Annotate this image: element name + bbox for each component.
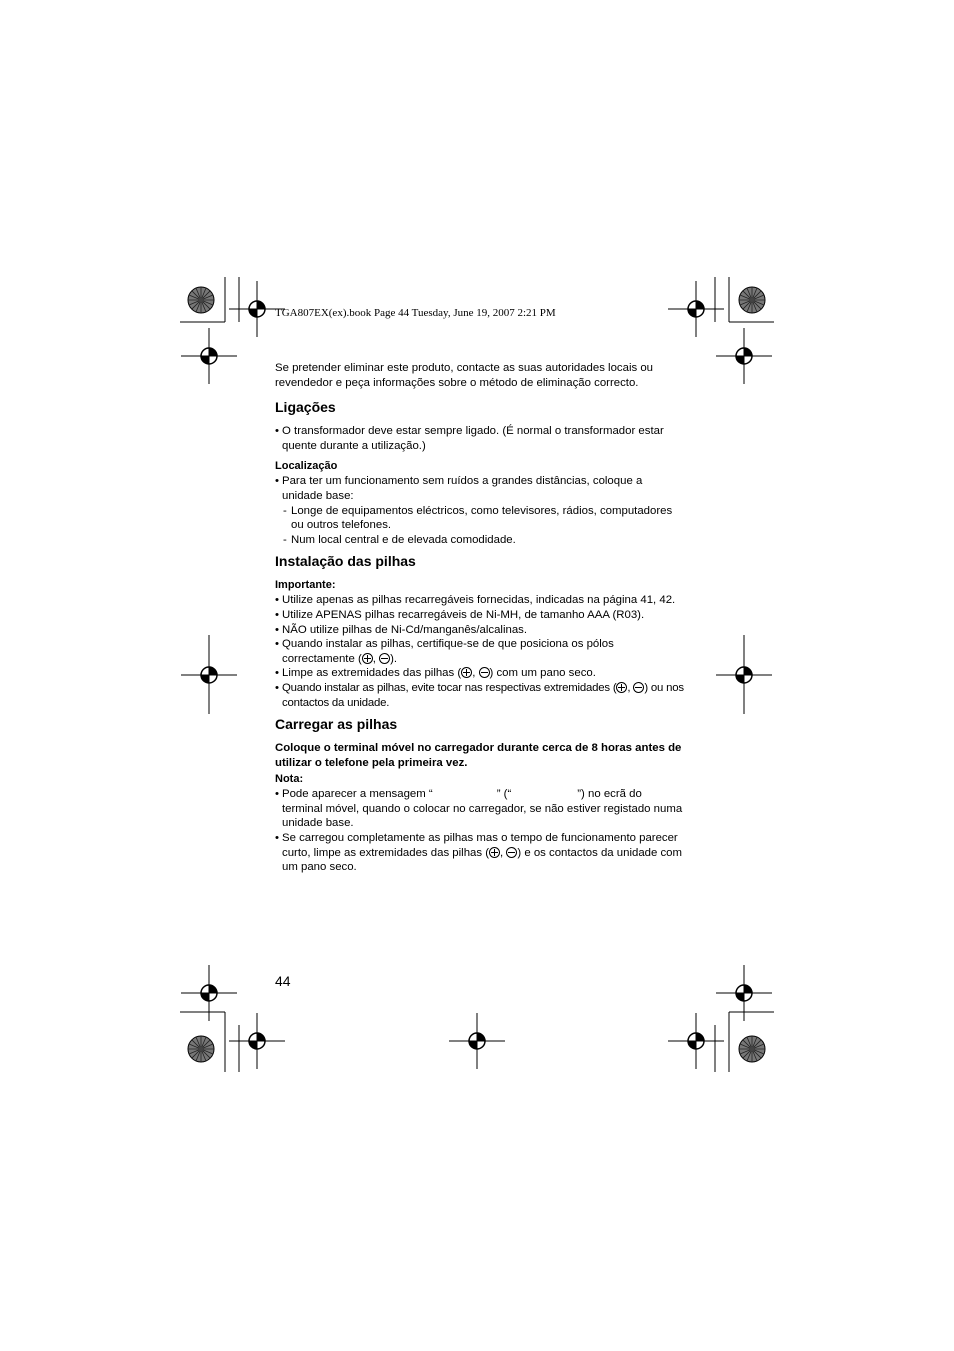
minus-circle-icon: [506, 847, 517, 858]
minus-circle-icon: [379, 653, 390, 664]
list-item: • Utilize APENAS pilhas recarregáveis de Ni-MH, de tamanho AAA (R03).: [275, 608, 645, 621]
list-item: - Num local central e de elevada comodidade.: [283, 533, 516, 546]
list-item: • Para ter um funcionamento sem ruídos a grandes distâncias, coloque a unidade base:: [275, 475, 643, 502]
page-number: 44: [275, 973, 291, 989]
minus-circle-icon: [479, 667, 490, 678]
page-content: [275, 361, 685, 875]
list-item: • Se carregou completamente as pilhas mas o tempo de funcionamento parecer curto, limpe as extremidades das pilhas ( , ) e os contactos da unidade com um pano seco.: [275, 832, 683, 874]
list-item: • O transformador deve estar sempre ligado. (É normal o transformador estar quente durante a utilização.): [275, 425, 664, 452]
list-item: • Quando instalar as pilhas, evite tocar nas respectivas extremidades ( , ) ou nos contactos da unidade.: [275, 681, 684, 709]
localizacao-list: [275, 474, 685, 503]
importante-list: [275, 593, 685, 710]
intro-paragraph: Se pretender eliminar este produto, contacte as suas autoridades locais ou revendedor e peça informações sobre o método de eliminação correcto.: [275, 362, 654, 389]
section-title-carregar: Carregar as pilhas: [275, 716, 398, 733]
list-item: • NÃO utilize pilhas de Ni-Cd/manganês/alcalinas.: [275, 623, 528, 636]
plus-circle-icon: [489, 847, 500, 858]
ligacoes-list: [275, 424, 685, 453]
list-item: • Quando instalar as pilhas, certifique-se de que posiciona os pólos correctamente ( , ).: [275, 638, 614, 665]
localizacao-sublist: [275, 504, 685, 548]
list-item: • Limpe as extremidades das pilhas ( , ) com um pano seco.: [275, 667, 596, 680]
subsection-title-localizacao: Localização: [275, 460, 338, 473]
list-item: • Utilize apenas as pilhas recarregáveis fornecidas, indicadas na página 41, 42.: [275, 594, 676, 607]
subsection-title-importante: Importante:: [275, 579, 336, 592]
list-item: • Pode aparecer a mensagem “ ” (“ ”) no ecrã do terminal móvel, quando o colocar no carregador, se não estiver registado numa unidade base.: [275, 788, 683, 830]
subsection-title-nota: Nota:: [275, 773, 304, 786]
minus-circle-icon: [633, 682, 644, 693]
section-title-ligacoes: Ligações: [275, 399, 336, 416]
page-header: TGA807EX(ex).book Page 44 Tuesday, June 19, 2007 2:21 PM: [275, 307, 556, 319]
list-item: - Longe de equipamentos eléctricos, como televisores, rádios, computadores ou outros telefones.: [283, 504, 673, 532]
carregar-instruction: Coloque o terminal móvel no carregador durante cerca de 8 horas antes de utilizar o telefone pela primeira vez.: [275, 742, 682, 769]
plus-circle-icon: [461, 667, 472, 678]
plus-circle-icon: [362, 653, 373, 664]
plus-circle-icon: [616, 682, 627, 693]
nota-list: [275, 787, 685, 875]
section-title-pilhas: Instalação das pilhas: [275, 553, 416, 570]
